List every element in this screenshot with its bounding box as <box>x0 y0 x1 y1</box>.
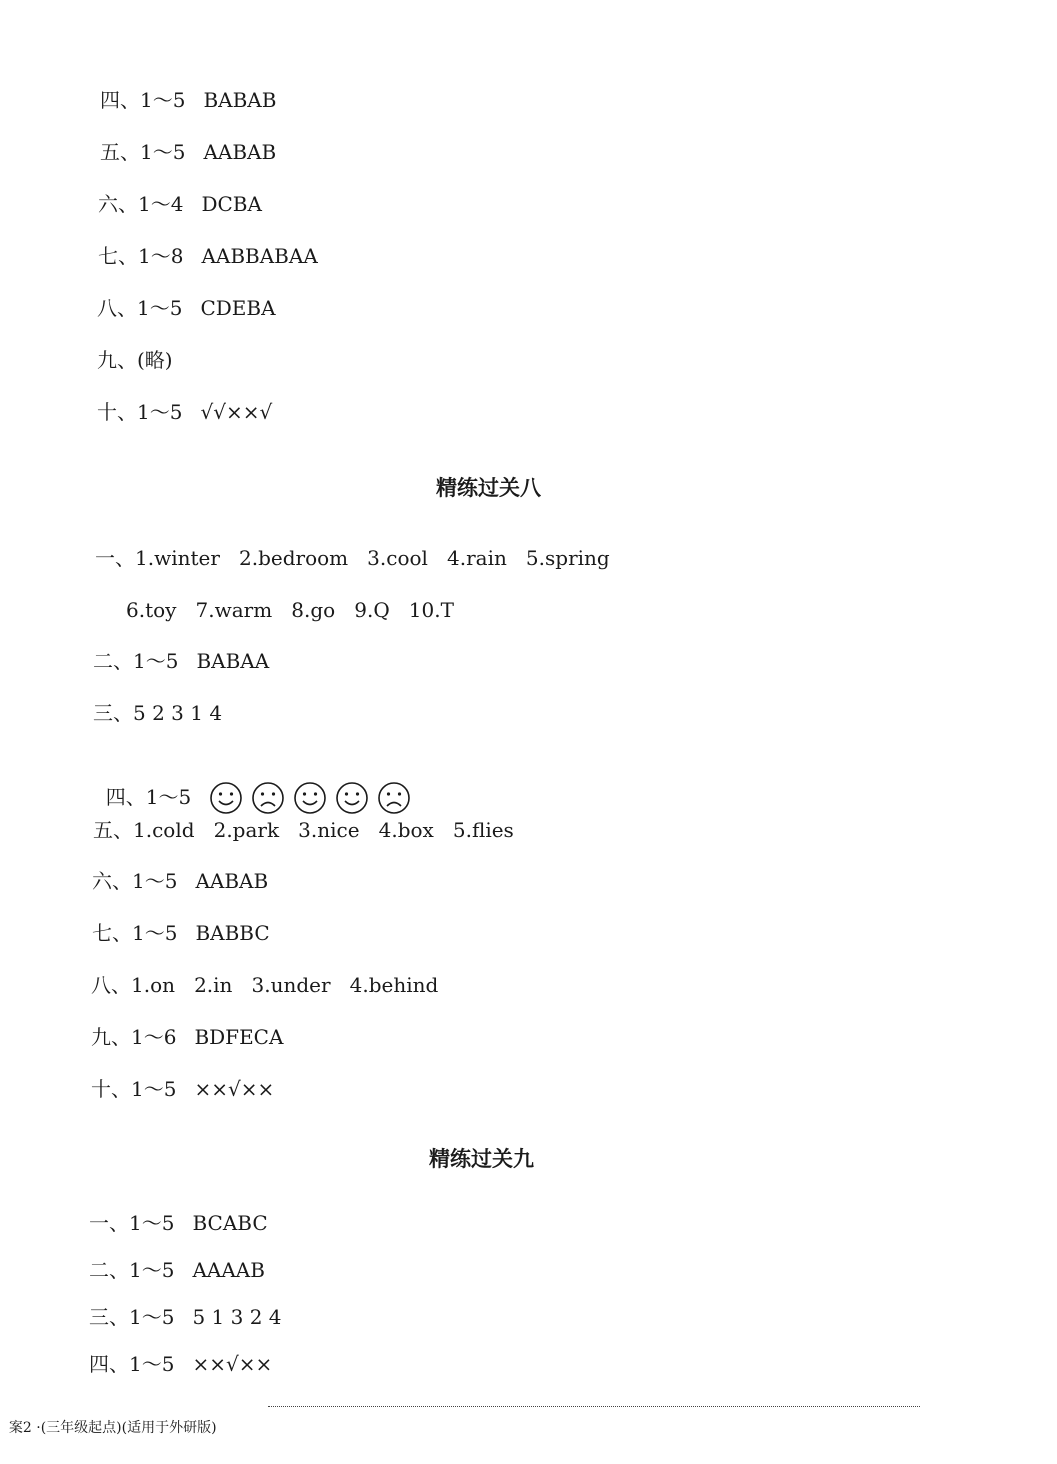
answer-line: 六、1～4 DCBA <box>98 192 262 216</box>
answer-line: 十、1～5 √√××√ <box>97 400 273 424</box>
answer-line: 十、1～5 ××√×× <box>91 1077 275 1101</box>
footer-leader-dots <box>268 1406 920 1407</box>
page-footer <box>0 1392 920 1436</box>
answer-line: 四、1～5 BABAB <box>100 88 277 112</box>
answer-line: 七、1～8 AABBABAA <box>98 244 318 268</box>
smiley-face-icon <box>335 781 369 815</box>
answer-line: 一、1～5 BCABC <box>89 1211 268 1235</box>
answer-line: 三、5 2 3 1 4 <box>93 701 223 725</box>
answer-line: 七、1～5 BABBC <box>92 921 270 945</box>
smiley-face-icon <box>293 781 327 815</box>
answer-line: 一、1.winter 2.bedroom 3.cool 4.rain 5.spring <box>95 546 610 570</box>
answer-line: 四、1～5 ××√×× <box>89 1352 273 1376</box>
answer-line: 五、1.cold 2.park 3.nice 4.box 5.flies <box>93 818 514 842</box>
sad-face-icon <box>251 781 285 815</box>
answer-line: 6.toy 7.warm 8.go 9.Q 10.T <box>126 598 454 622</box>
answer-line: 九、(略) <box>97 348 173 372</box>
faces-line: 四、1～5 <box>93 755 411 815</box>
smiley-face-icon <box>209 781 243 815</box>
answer-line: 六、1～5 AABAB <box>92 869 269 893</box>
footer-text: 案2 ·(三年级起点)(适用于外研版) <box>8 1420 217 1436</box>
answer-line: 三、1～5 5 1 3 2 4 <box>89 1305 282 1329</box>
answer-line: 八、1～5 CDEBA <box>97 296 276 320</box>
faces-row <box>209 781 411 815</box>
answer-line: 五、1～5 AABAB <box>100 140 277 164</box>
section-heading: 精练过关八 <box>436 475 541 500</box>
section-heading: 精练过关九 <box>429 1146 534 1171</box>
answer-line: 八、1.on 2.in 3.under 4.behind <box>91 973 439 997</box>
sad-face-icon <box>377 781 411 815</box>
answer-line: 二、1～5 AAAAB <box>89 1258 265 1282</box>
answer-line: 九、1～6 BDFECA <box>91 1025 284 1049</box>
answer-line: 二、1～5 BABAA <box>93 649 270 673</box>
